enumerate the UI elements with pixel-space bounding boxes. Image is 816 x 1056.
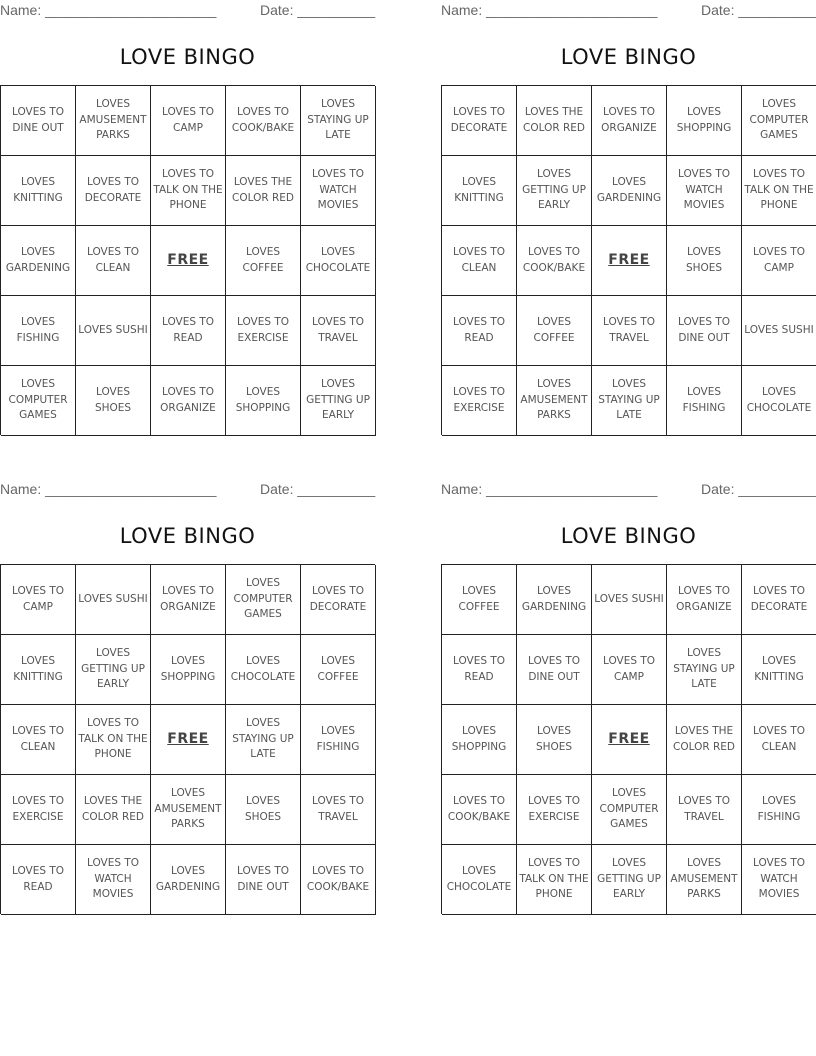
bingo-cell[interactable]: LOVES COMPUTER GAMES xyxy=(742,86,816,156)
bingo-cell[interactable]: LOVES TO CLEAN xyxy=(742,705,816,775)
bingo-cell[interactable]: LOVES TO DINE OUT xyxy=(1,86,76,156)
free-space-cell[interactable]: FREE xyxy=(151,705,226,775)
bingo-cell[interactable]: LOVES TO ORGANIZE xyxy=(151,565,226,635)
bingo-cell[interactable]: LOVES TO EXERCISE xyxy=(1,775,76,845)
name-field[interactable]: Name: ______________________ xyxy=(0,481,217,497)
bingo-cell[interactable]: LOVES TO READ xyxy=(442,296,517,366)
bingo-cell[interactable]: LOVES TO COOK/BAKE xyxy=(442,775,517,845)
card-title: LOVE BINGO xyxy=(119,524,256,548)
bingo-cell[interactable]: LOVES TO TRAVEL xyxy=(301,775,376,845)
bingo-cell[interactable]: LOVES TO ORGANIZE xyxy=(151,366,226,436)
bingo-cell[interactable]: LOVES TO CAMP xyxy=(151,86,226,156)
bingo-cell[interactable]: LOVES SHOES xyxy=(517,705,592,775)
bingo-cell[interactable]: LOVES KNITTING xyxy=(1,156,76,226)
date-field[interactable]: Date: __________ xyxy=(260,481,376,497)
bingo-cell[interactable]: LOVES AMUSEMENT PARKS xyxy=(667,845,742,915)
date-field[interactable]: Date: __________ xyxy=(260,2,376,18)
bingo-cell[interactable]: LOVES STAYING UP LATE xyxy=(592,366,667,436)
free-space-cell[interactable]: FREE xyxy=(592,226,667,296)
bingo-cell[interactable]: LOVES FISHING xyxy=(301,705,376,775)
bingo-cell[interactable]: LOVES GETTING UP EARLY xyxy=(76,635,151,705)
bingo-cell[interactable]: LOVES FISHING xyxy=(742,775,816,845)
bingo-cell[interactable]: LOVES GETTING UP EARLY xyxy=(517,156,592,226)
card-title: LOVE BINGO xyxy=(560,524,697,548)
bingo-cell[interactable]: LOVES TO ORGANIZE xyxy=(667,565,742,635)
bingo-cell[interactable]: LOVES TO DECORATE xyxy=(442,86,517,156)
bingo-grid xyxy=(0,564,375,914)
name-field[interactable]: Name: ______________________ xyxy=(441,481,658,497)
bingo-cell[interactable]: LOVES GARDENING xyxy=(1,226,76,296)
bingo-cell[interactable]: LOVES SHOPPING xyxy=(667,86,742,156)
bingo-cell[interactable]: LOVES TO WATCH MOVIES xyxy=(667,156,742,226)
bingo-cell[interactable]: LOVES SUSHI xyxy=(76,296,151,366)
bingo-cell[interactable]: LOVES TO READ xyxy=(1,845,76,915)
bingo-cell[interactable]: LOVES COMPUTER GAMES xyxy=(1,366,76,436)
bingo-cell[interactable]: LOVES TO EXERCISE xyxy=(226,296,301,366)
bingo-cell[interactable]: LOVES THE COLOR RED xyxy=(226,156,301,226)
bingo-cell[interactable]: LOVES SHOPPING xyxy=(442,705,517,775)
bingo-cell[interactable]: LOVES COFFEE xyxy=(517,296,592,366)
bingo-cell[interactable]: LOVES FISHING xyxy=(667,366,742,436)
bingo-cell[interactable]: LOVES SUSHI xyxy=(76,565,151,635)
free-space-cell[interactable]: FREE xyxy=(592,705,667,775)
bingo-cell[interactable]: LOVES GARDENING xyxy=(517,565,592,635)
bingo-cell[interactable]: LOVES COFFEE xyxy=(442,565,517,635)
bingo-cell[interactable]: LOVES GETTING UP EARLY xyxy=(592,845,667,915)
bingo-cell[interactable]: LOVES TO DINE OUT xyxy=(667,296,742,366)
bingo-cell[interactable]: LOVES TO TALK ON THE PHONE xyxy=(742,156,816,226)
bingo-cell[interactable]: LOVES TO TRAVEL xyxy=(592,296,667,366)
bingo-cell[interactable]: LOVES FISHING xyxy=(1,296,76,366)
name-field[interactable]: Name: ______________________ xyxy=(0,2,217,18)
bingo-cell[interactable]: LOVES COFFEE xyxy=(226,226,301,296)
bingo-cell[interactable]: LOVES TO TALK ON THE PHONE xyxy=(151,156,226,226)
bingo-cell[interactable]: LOVES TO EXERCISE xyxy=(442,366,517,436)
bingo-cell[interactable]: LOVES TO CAMP xyxy=(592,635,667,705)
header-line xyxy=(441,481,816,503)
bingo-cell[interactable]: LOVES THE COLOR RED xyxy=(517,86,592,156)
bingo-cell[interactable]: LOVES COFFEE xyxy=(301,635,376,705)
bingo-cell[interactable]: LOVES SUSHI xyxy=(592,565,667,635)
header-line xyxy=(441,2,816,24)
free-space-cell[interactable]: FREE xyxy=(151,226,226,296)
bingo-cell[interactable]: LOVES TO CLEAN xyxy=(442,226,517,296)
bingo-cell[interactable]: LOVES TO READ xyxy=(151,296,226,366)
bingo-cell[interactable]: LOVES TO WATCH MOVIES xyxy=(742,845,816,915)
bingo-cell[interactable]: LOVES COMPUTER GAMES xyxy=(592,775,667,845)
bingo-cell[interactable]: LOVES TO WATCH MOVIES xyxy=(76,845,151,915)
bingo-cell[interactable]: LOVES SHOPPING xyxy=(151,635,226,705)
bingo-grid xyxy=(441,85,816,435)
bingo-cell[interactable]: LOVES GETTING UP EARLY xyxy=(301,366,376,436)
bingo-cell[interactable]: LOVES TO ORGANIZE xyxy=(592,86,667,156)
bingo-cell[interactable]: LOVES AMUSEMENT PARKS xyxy=(151,775,226,845)
bingo-cell[interactable]: LOVES STAYING UP LATE xyxy=(226,705,301,775)
bingo-grid xyxy=(0,85,375,435)
bingo-cell[interactable]: LOVES TO READ xyxy=(442,635,517,705)
bingo-cell[interactable]: LOVES STAYING UP LATE xyxy=(301,86,376,156)
bingo-cell[interactable]: LOVES TO CLEAN xyxy=(1,705,76,775)
bingo-cell[interactable]: LOVES AMUSEMENT PARKS xyxy=(76,86,151,156)
header-line xyxy=(0,481,375,503)
bingo-cell[interactable]: LOVES KNITTING xyxy=(742,635,816,705)
bingo-cell[interactable]: LOVES CHOCOLATE xyxy=(742,366,816,436)
bingo-cell[interactable]: LOVES TO CAMP xyxy=(742,226,816,296)
bingo-cell[interactable]: LOVES KNITTING xyxy=(442,156,517,226)
bingo-cell[interactable]: LOVES TO CLEAN xyxy=(76,226,151,296)
bingo-cell[interactable]: LOVES TO WATCH MOVIES xyxy=(301,156,376,226)
card-title: LOVE BINGO xyxy=(119,45,256,69)
bingo-cell[interactable]: LOVES TO COOK/BAKE xyxy=(226,86,301,156)
bingo-cell[interactable]: LOVES TO TALK ON THE PHONE xyxy=(517,845,592,915)
bingo-cell[interactable]: LOVES GARDENING xyxy=(592,156,667,226)
bingo-cell[interactable]: LOVES TO TRAVEL xyxy=(667,775,742,845)
bingo-cell[interactable]: LOVES CHOCOLATE xyxy=(301,226,376,296)
bingo-cell[interactable]: LOVES AMUSEMENT PARKS xyxy=(517,366,592,436)
bingo-cell[interactable]: LOVES TO DECORATE xyxy=(301,565,376,635)
bingo-cell[interactable]: LOVES TO DECORATE xyxy=(742,565,816,635)
bingo-cell[interactable]: LOVES SUSHI xyxy=(742,296,816,366)
bingo-cell[interactable]: LOVES CHOCOLATE xyxy=(442,845,517,915)
date-field[interactable]: Date: __________ xyxy=(701,481,816,497)
bingo-cell[interactable]: LOVES KNITTING xyxy=(1,635,76,705)
bingo-cell[interactable]: LOVES TO COOK/BAKE xyxy=(301,845,376,915)
bingo-cell[interactable]: LOVES TO CAMP xyxy=(1,565,76,635)
bingo-cell[interactable]: LOVES TO COOK/BAKE xyxy=(517,226,592,296)
bingo-cell[interactable]: LOVES THE COLOR RED xyxy=(667,705,742,775)
header-line xyxy=(0,2,375,24)
name-field[interactable]: Name: ______________________ xyxy=(441,2,658,18)
bingo-cell[interactable]: LOVES TO DECORATE xyxy=(76,156,151,226)
bingo-cell[interactable]: LOVES TO DINE OUT xyxy=(517,635,592,705)
bingo-cell[interactable]: LOVES TO TRAVEL xyxy=(301,296,376,366)
bingo-cell[interactable]: LOVES SHOES xyxy=(76,366,151,436)
bingo-cell[interactable]: LOVES CHOCOLATE xyxy=(226,635,301,705)
bingo-cell[interactable]: LOVES TO EXERCISE xyxy=(517,775,592,845)
bingo-cell[interactable]: LOVES THE COLOR RED xyxy=(76,775,151,845)
bingo-cell[interactable]: LOVES TO DINE OUT xyxy=(226,845,301,915)
bingo-cell[interactable]: LOVES TO TALK ON THE PHONE xyxy=(76,705,151,775)
bingo-cell[interactable]: LOVES SHOPPING xyxy=(226,366,301,436)
bingo-cell[interactable]: LOVES SHOES xyxy=(667,226,742,296)
bingo-grid xyxy=(441,564,816,914)
bingo-cell[interactable]: LOVES COMPUTER GAMES xyxy=(226,565,301,635)
bingo-cell[interactable]: LOVES SHOES xyxy=(226,775,301,845)
date-field[interactable]: Date: __________ xyxy=(701,2,816,18)
card-title: LOVE BINGO xyxy=(560,45,697,69)
bingo-cell[interactable]: LOVES GARDENING xyxy=(151,845,226,915)
bingo-cell[interactable]: LOVES STAYING UP LATE xyxy=(667,635,742,705)
